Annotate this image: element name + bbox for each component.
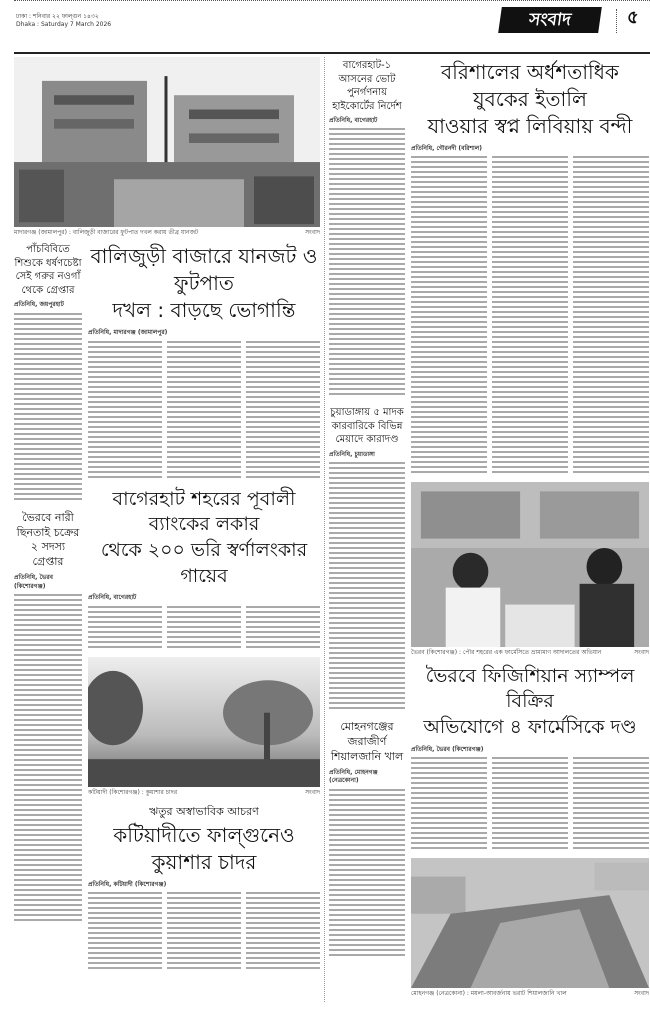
balijuri-byline: প্রতিনিধি, মাদারগঞ্জ (জামালপুর)	[88, 329, 168, 337]
mohanganj-body-text	[329, 789, 405, 959]
panchbibi-byline: প্রতিনিধি, জয়পুরহাট	[14, 301, 64, 309]
bhairab-snatch-byline: প্রতিনিধি, ভৈরব (কিশোরগঞ্জ)	[14, 574, 53, 590]
kotiadi-body-col2	[167, 892, 241, 972]
kotiadi-kicker: ঋতুর অস্বাভাবিক আচরণ	[149, 805, 259, 819]
date-bengali: ঢাকা : শনিবার ২২ ফাল্গুন ১৪৩২	[16, 13, 99, 20]
kotiadi-body-col1	[88, 892, 162, 972]
balijuri-headline-line2: দখল : বাড়ছে ভোগান্তি	[112, 298, 296, 323]
barishal-body	[411, 156, 649, 476]
balijuri-photo-caption: মাদারগঞ্জ (জামালপুর) : বালিজুড়ী বাজারের ফুটপাত দখল করায় তীব্র যানজট	[14, 229, 199, 236]
barishal-headline-line1: বরিশালের অর্ধশতাধিক যুবকের ইতালি	[441, 60, 619, 111]
bagerhat-bank-headline-line2: থেকে ২০০ ভরি স্বর্ণালংকার গায়েব	[100, 539, 308, 587]
pharmacy-headline-line2: অভিযোগে ৪ ফার্মেসিকে দণ্ড	[423, 716, 637, 739]
kotiadi-fog-photo	[88, 657, 320, 787]
bagerhat-bank-body-col3	[246, 606, 320, 651]
panchbibi-headline: পাঁচবিবিতে শিশুকে ধর্ষণচেষ্টা সেই গরুর নওগাঁ থেকে গ্রেপ্তার	[14, 244, 82, 296]
mohanganj-headline: মোহনগঞ্জের জরাজীর্ণ শিয়ালজানি খাল	[330, 720, 404, 763]
page-body	[14, 57, 650, 1002]
pharmacy-headline-line1: ভৈরবে ফিজিশিয়ান স্যাম্পল বিক্রির	[425, 664, 635, 713]
balijuri-photo-credit: সংবাদ	[305, 229, 320, 236]
pharmacy-body-col2	[492, 757, 568, 852]
canal-caption-row	[411, 990, 649, 998]
right-wide-column	[411, 57, 649, 1002]
barishal-body-col2	[492, 156, 568, 476]
kotiadi-body-col3	[246, 892, 320, 972]
pharmacy-body-col3	[573, 757, 649, 852]
pharmacy-raid-photo	[411, 482, 649, 647]
balijuri-body-col3	[246, 341, 320, 481]
kotiadi-body	[88, 892, 320, 972]
shialjani-canal-photo	[411, 858, 649, 988]
bagerhat-bank-body-col2	[167, 606, 241, 651]
bagerhat-bank-headline	[88, 487, 320, 590]
page-number: ৫	[627, 7, 639, 28]
barishal-headline	[411, 59, 649, 140]
pharmacy-body	[411, 757, 649, 852]
kotiadi-caption-row	[88, 789, 320, 797]
bhairab-snatch-body-text	[14, 594, 82, 924]
balijuri-market-photo	[14, 57, 320, 227]
left-half	[14, 57, 324, 1002]
newspaper-logo: সংবাদ	[498, 7, 602, 33]
balijuri-body-col2	[167, 341, 241, 481]
pharmacy-body-col1	[411, 757, 487, 852]
kotiadi-headline: কটিয়াদীতে ফাল্গুনেও কুয়াশার চাদর	[113, 822, 295, 874]
bhairab-snatch-headline: ভৈরবে নারী ছিনতাই চক্রের ২ সদস্য গ্রেপ্তার	[16, 510, 80, 569]
date-english: Dhaka : Saturday 7 March 2026	[16, 21, 112, 29]
masthead	[14, 0, 650, 54]
kotiadi-photo-credit: সংবাদ	[305, 788, 320, 796]
pharmacy-photo-caption: ভৈরব (কিশোরগঞ্জ) : পৌর শহরের এক ফার্মেসিতে ভ্রাম্যমাণ আদালতের অভিযান	[411, 649, 602, 657]
pharmacy-caption-row	[411, 649, 649, 657]
bagerhat-vote-body-text	[329, 128, 405, 398]
balijuri-caption-row	[14, 229, 320, 237]
pharmacy-photo-credit: সংবাদ	[634, 649, 649, 657]
kotiadi-byline: প্রতিনিধি, কটিয়াদী (কিশোরগঞ্জ)	[88, 880, 167, 888]
barishal-body-col3	[573, 156, 649, 476]
divider	[616, 9, 617, 33]
right-half	[324, 57, 650, 1002]
panchbibi-body-text	[14, 313, 82, 503]
balijuri-body-col1	[88, 341, 162, 481]
right-narrow-column	[329, 57, 405, 1002]
bagerhat-vote-byline: প্রতিনিধি, বাগেরহাট	[329, 117, 378, 124]
barishal-headline-line2: যাওয়ার স্বপ্ন লিবিয়ায় বন্দী	[427, 114, 633, 138]
pharmacy-headline	[411, 664, 649, 741]
chuadanga-body-text	[329, 462, 405, 712]
right-columns	[329, 57, 650, 1002]
left-columns	[14, 241, 320, 972]
balijuri-headline-line1: বালিজুড়ী বাজারে যানজট ও ফুটপাত	[90, 244, 318, 296]
bagerhat-bank-body-col1	[88, 606, 162, 651]
bagerhat-bank-byline: প্রতিনিধি, বাগেরহাট	[88, 594, 137, 602]
page-date	[16, 13, 111, 30]
pharmacy-byline: প্রতিনিধি, ভৈরব (কিশোরগঞ্জ)	[411, 745, 484, 753]
barishal-byline: প্রতিনিধি, গৌরনদী (বরিশাল)	[411, 145, 482, 152]
bagerhat-bank-headline-line1: বাগেরহাট শহরের পূবালী ব্যাংকের লকার	[112, 487, 296, 536]
bagerhat-vote-headline: বাগেরহাট-১ আসনের ভোট পুনর্গণনায় হাইকোর্টের নির্দেশ	[332, 60, 402, 112]
mohanganj-byline: প্রতিনিধি, মোহনগঞ্জ (নেত্রকোনা)	[329, 768, 378, 785]
barishal-body-col1	[411, 156, 487, 476]
kotiadi-photo-caption: কটিয়াদী (কিশোরগঞ্জ) : কুয়াশার চাদর	[88, 788, 178, 796]
left-wide-column	[88, 241, 320, 972]
balijuri-body	[88, 341, 320, 481]
bagerhat-bank-body	[88, 606, 320, 651]
balijuri-headline	[88, 243, 320, 324]
canal-photo-caption: মোহনগঞ্জ (নেত্রকোনা) : ময়লা-আবর্জনায় ভরাট শিয়ালজানি খাল	[411, 990, 567, 998]
chuadanga-headline: চুয়াডাঙ্গায় ৫ মাদক কারবারিকে বিভিন্ন মেয়াদে কারাদণ্ড	[330, 407, 404, 446]
canal-photo-credit: সংবাদ	[634, 990, 649, 998]
chuadanga-byline: প্রতিনিধি, চুয়াডাঙ্গা	[329, 450, 375, 458]
left-narrow-column	[14, 241, 82, 972]
